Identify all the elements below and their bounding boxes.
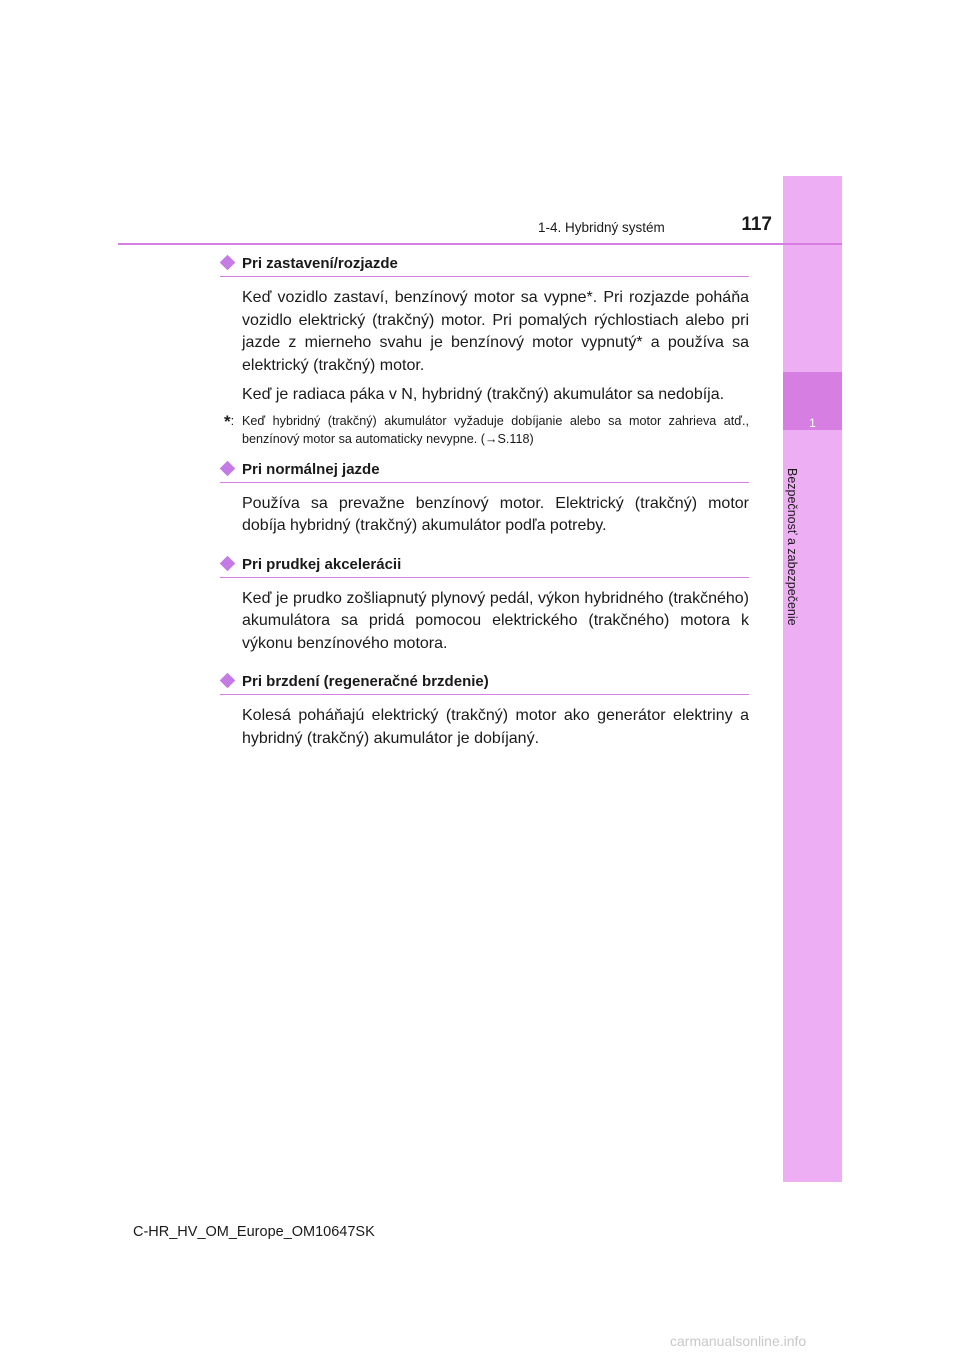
paragraph: Keď je prudko zošliapnutý plynový pedál, výkon hybridného (trakčného) akumulátora sa pridá pomocou elektrického (trakčného) motora k výkonu benzínového motora. [242,589,749,652]
section-heading [220,460,749,483]
paragraph: Kolesá poháňajú elektrický (trakčný) motor ako generátor elektriny a hybridný (trakčný) akumulátor je dobíjaný. [242,707,749,747]
page-number: 117 [741,214,772,235]
paragraph: Keď vozidlo zastaví, benzínový motor sa vypne*. Pri rozjazde poháňa vozidlo elektrický (trakčný) motor. Pri pomalých rýchlostiach alebo pri jazde z mierneho svahu je benzínový motor vypnutý* a používa sa elektrický (trakčný) motor. [242,289,749,374]
section-heading-text: Pri brzdení (regeneračné brzdenie) [242,673,489,690]
footnote [220,412,749,448]
paragraph: Používa sa prevažne benzínový motor. Elektrický (trakčný) motor dobíja hybridný (trakčný) akumulátor podľa potreby. [242,494,749,534]
chapter-title: Bezpečnosť a zabezpečenie [785,468,799,626]
diamond-bullet-icon [220,673,236,689]
watermark: carmanualsonline.info [670,1333,807,1349]
chapter-number: 1 [809,416,816,430]
header-rule [118,243,842,245]
header-section-title: 1-4. Hybridný systém [538,220,665,235]
chapter-sidebar [783,176,842,1182]
document-code: C-HR_HV_OM_Europe_OM10647SK [133,1224,375,1240]
section-heading [220,672,749,695]
diamond-bullet-icon [220,555,236,571]
footnote-text: Keď hybridný (trakčný) akumulátor vyžaduje dobíjanie alebo sa motor zahrieva atď., benzínový motor sa automaticky nevypne. (→S.118) [242,413,749,446]
paragraph: Keď je radiaca páka v N, hybridný (trakčný) akumulátor sa nedobíja. [242,386,725,403]
diamond-bullet-icon [220,460,236,476]
page-content [220,254,749,757]
section-heading-text: Pri normálnej jazde [242,460,380,478]
section-heading [220,254,749,277]
section-heading [220,555,749,578]
section-heading-text: Pri prudkej akcelerácii [242,555,402,573]
diamond-bullet-icon [220,255,236,271]
footnote-marker: *: [224,411,235,431]
section-heading-text: Pri zastavení/rozjazde [242,255,398,272]
